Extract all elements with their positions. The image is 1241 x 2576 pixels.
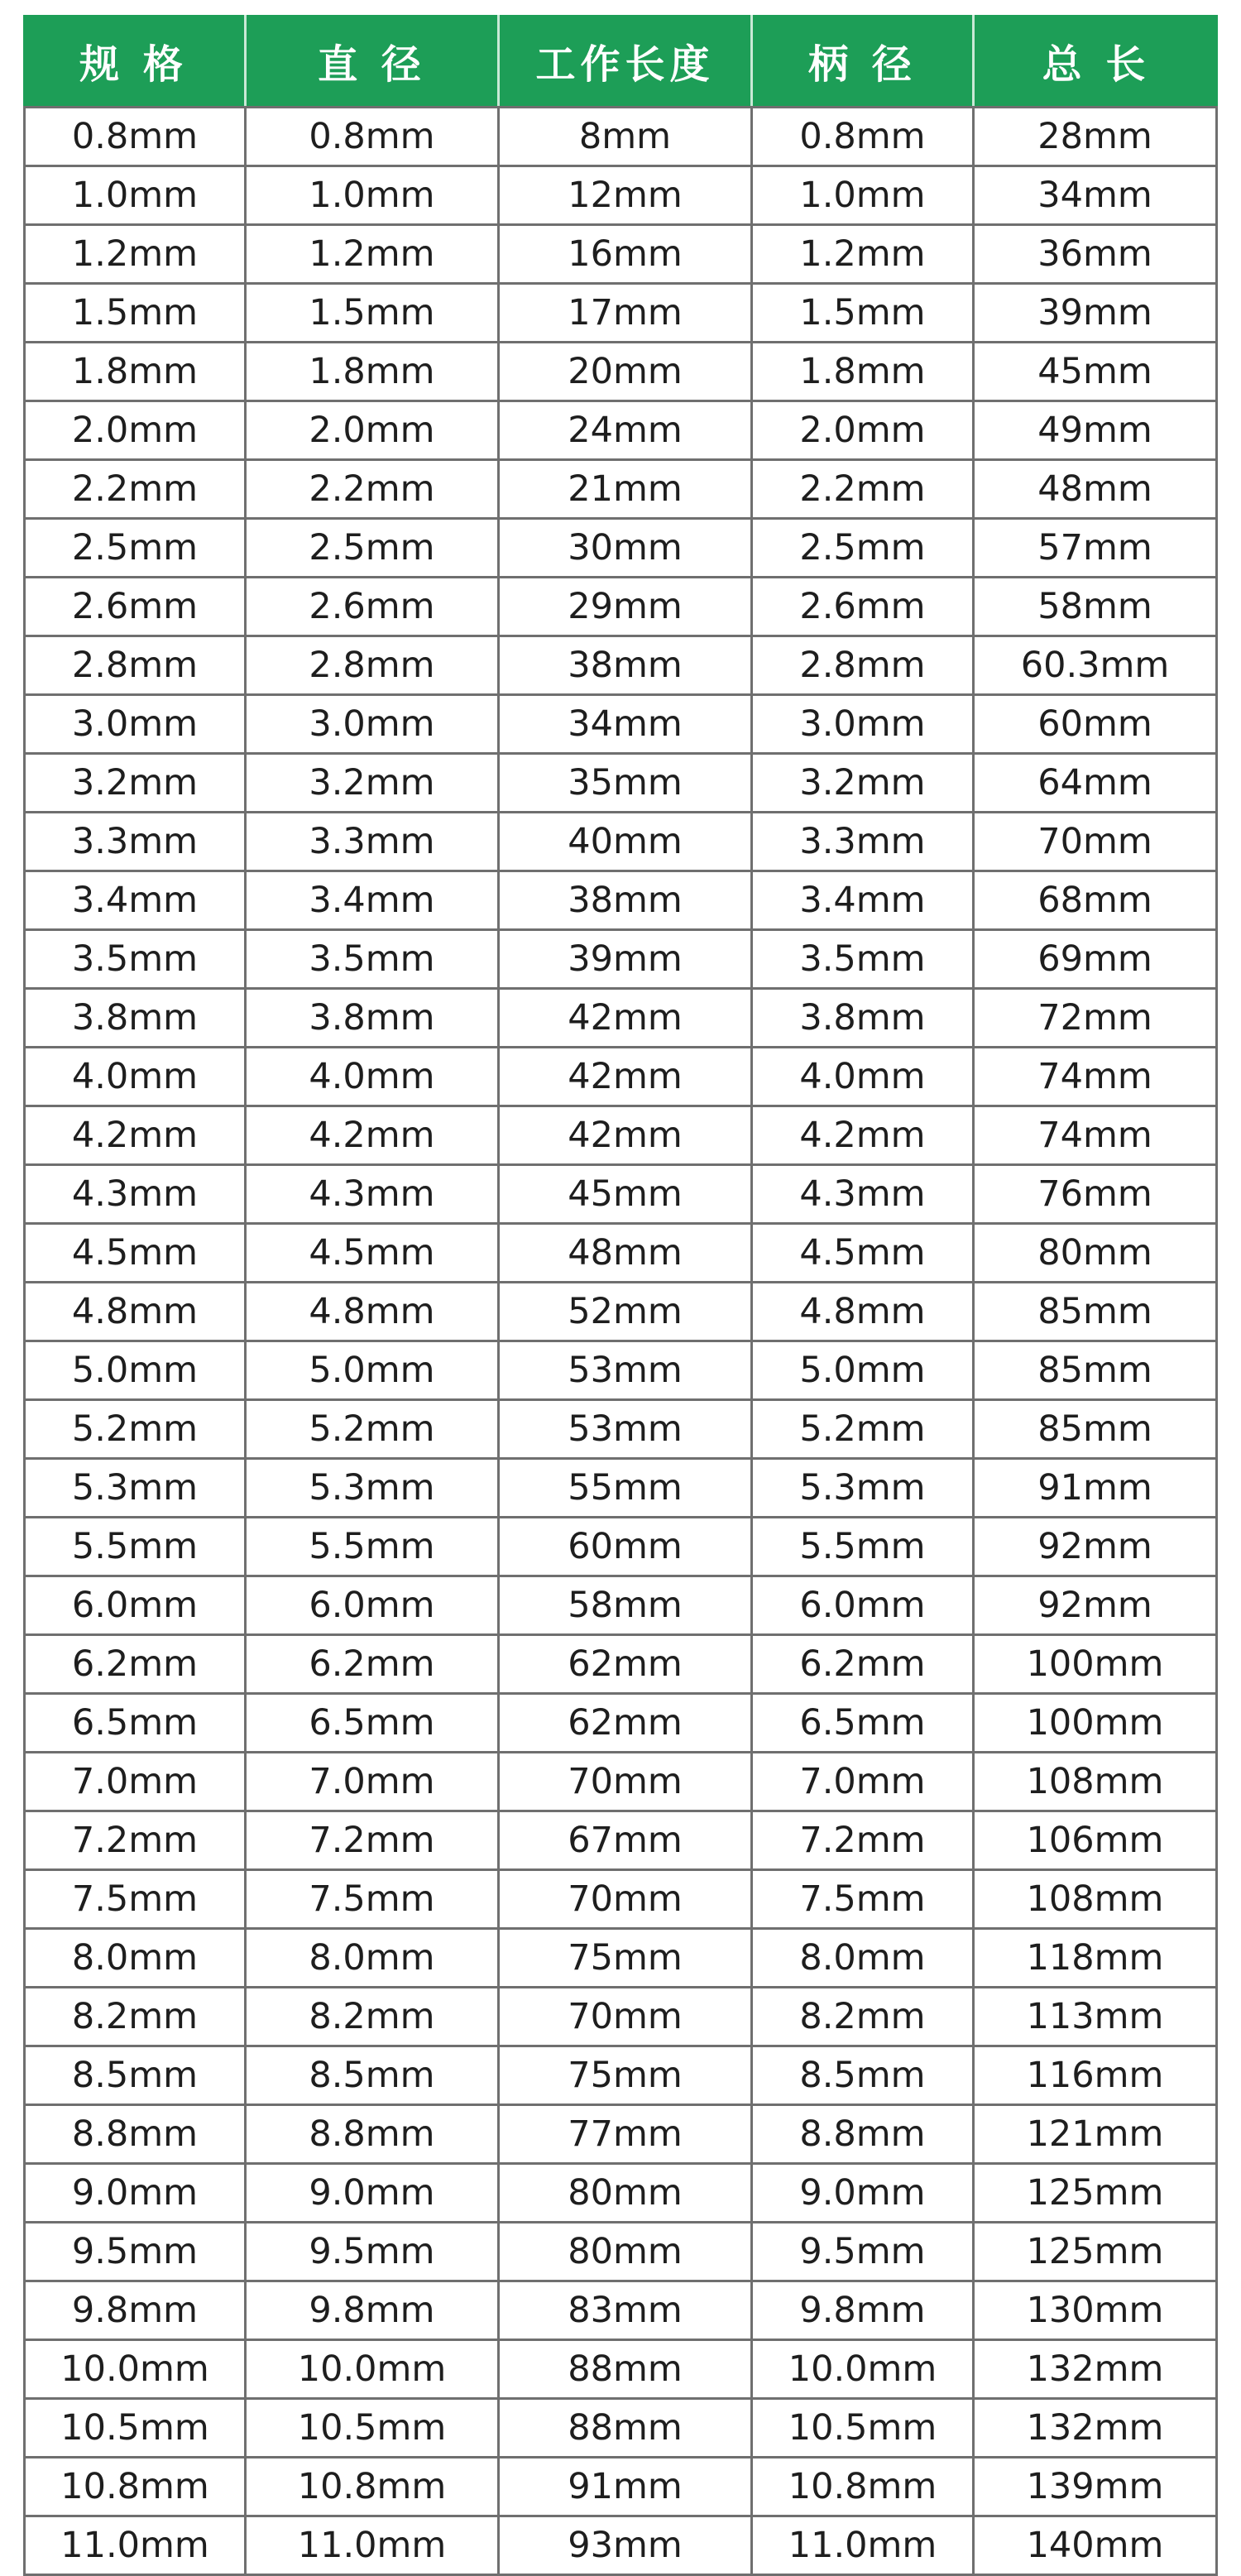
cell-total-length: 49mm — [975, 402, 1218, 461]
table-row — [23, 2223, 1218, 2282]
cell-total-length: 45mm — [975, 343, 1218, 402]
cell-shank-diameter: 2.2mm — [753, 461, 975, 520]
cell-total-length: 100mm — [975, 1636, 1218, 1695]
cell-shank-diameter: 3.8mm — [753, 990, 975, 1048]
cell-working-length: 88mm — [500, 2341, 753, 2400]
cell-spec: 5.2mm — [23, 1401, 247, 1460]
cell-working-length: 21mm — [500, 461, 753, 520]
cell-shank-diameter: 8.0mm — [753, 1930, 975, 1988]
cell-shank-diameter: 1.2mm — [753, 226, 975, 285]
cell-spec: 8.8mm — [23, 2106, 247, 2165]
table-row — [23, 1812, 1218, 1871]
cell-diameter: 3.0mm — [247, 696, 500, 755]
cell-working-length: 42mm — [500, 1048, 753, 1107]
cell-total-length: 116mm — [975, 2047, 1218, 2106]
cell-shank-diameter: 4.5mm — [753, 1225, 975, 1283]
table-row — [23, 461, 1218, 520]
cell-shank-diameter: 9.0mm — [753, 2165, 975, 2223]
cell-spec: 0.8mm — [23, 106, 247, 167]
cell-total-length: 125mm — [975, 2165, 1218, 2223]
cell-working-length: 93mm — [500, 2517, 753, 2576]
cell-shank-diameter: 2.8mm — [753, 637, 975, 696]
table-row — [23, 2165, 1218, 2223]
cell-shank-diameter: 9.8mm — [753, 2282, 975, 2341]
cell-working-length: 42mm — [500, 1107, 753, 1166]
table-row — [23, 931, 1218, 990]
cell-total-length: 68mm — [975, 872, 1218, 931]
cell-spec: 9.0mm — [23, 2165, 247, 2223]
cell-diameter: 5.2mm — [247, 1401, 500, 1460]
table-row — [23, 106, 1218, 167]
cell-shank-diameter: 3.3mm — [753, 813, 975, 872]
cell-diameter: 6.0mm — [247, 1577, 500, 1636]
cell-diameter: 4.3mm — [247, 1166, 500, 1225]
cell-working-length: 88mm — [500, 2400, 753, 2458]
cell-total-length: 69mm — [975, 931, 1218, 990]
cell-total-length: 34mm — [975, 167, 1218, 226]
cell-diameter: 4.2mm — [247, 1107, 500, 1166]
cell-diameter: 2.6mm — [247, 578, 500, 637]
table-row — [23, 813, 1218, 872]
cell-spec: 7.2mm — [23, 1812, 247, 1871]
cell-total-length: 76mm — [975, 1166, 1218, 1225]
cell-working-length: 53mm — [500, 1342, 753, 1401]
column-header-shank-diameter: 柄 径 — [753, 15, 975, 106]
cell-spec: 4.8mm — [23, 1283, 247, 1342]
table-row — [23, 1460, 1218, 1518]
cell-working-length: 16mm — [500, 226, 753, 285]
cell-diameter: 10.0mm — [247, 2341, 500, 2400]
column-header-diameter: 直 径 — [247, 15, 500, 106]
cell-shank-diameter: 8.5mm — [753, 2047, 975, 2106]
cell-working-length: 62mm — [500, 1695, 753, 1753]
cell-diameter: 6.2mm — [247, 1636, 500, 1695]
cell-working-length: 30mm — [500, 520, 753, 578]
table-row — [23, 1577, 1218, 1636]
cell-shank-diameter: 1.0mm — [753, 167, 975, 226]
table-row — [23, 2282, 1218, 2341]
cell-total-length: 60.3mm — [975, 637, 1218, 696]
column-header-total-length: 总 长 — [975, 15, 1218, 106]
cell-shank-diameter: 2.0mm — [753, 402, 975, 461]
column-header-spec: 规 格 — [23, 15, 247, 106]
cell-diameter: 0.8mm — [247, 106, 500, 167]
cell-total-length: 125mm — [975, 2223, 1218, 2282]
cell-spec: 10.5mm — [23, 2400, 247, 2458]
cell-diameter: 7.5mm — [247, 1871, 500, 1930]
table-row — [23, 167, 1218, 226]
cell-shank-diameter: 7.5mm — [753, 1871, 975, 1930]
cell-total-length: 74mm — [975, 1107, 1218, 1166]
drill-spec-table — [23, 15, 1218, 2576]
cell-working-length: 53mm — [500, 1401, 753, 1460]
cell-spec: 10.0mm — [23, 2341, 247, 2400]
cell-total-length: 64mm — [975, 755, 1218, 813]
table-row — [23, 1695, 1218, 1753]
cell-spec: 3.8mm — [23, 990, 247, 1048]
cell-total-length: 91mm — [975, 1460, 1218, 1518]
cell-working-length: 45mm — [500, 1166, 753, 1225]
cell-spec: 5.0mm — [23, 1342, 247, 1401]
cell-diameter: 8.2mm — [247, 1988, 500, 2047]
cell-diameter: 2.8mm — [247, 637, 500, 696]
cell-total-length: 130mm — [975, 2282, 1218, 2341]
table-row — [23, 578, 1218, 637]
cell-spec: 8.5mm — [23, 2047, 247, 2106]
cell-total-length: 132mm — [975, 2400, 1218, 2458]
cell-total-length: 74mm — [975, 1048, 1218, 1107]
cell-working-length: 38mm — [500, 637, 753, 696]
table-row — [23, 520, 1218, 578]
cell-diameter: 10.8mm — [247, 2458, 500, 2517]
cell-spec: 9.5mm — [23, 2223, 247, 2282]
cell-diameter: 1.2mm — [247, 226, 500, 285]
cell-total-length: 57mm — [975, 520, 1218, 578]
cell-spec: 1.5mm — [23, 285, 247, 343]
cell-working-length: 70mm — [500, 1988, 753, 2047]
table-row — [23, 402, 1218, 461]
cell-working-length: 20mm — [500, 343, 753, 402]
cell-spec: 9.8mm — [23, 2282, 247, 2341]
cell-working-length: 40mm — [500, 813, 753, 872]
cell-total-length: 132mm — [975, 2341, 1218, 2400]
cell-shank-diameter: 4.0mm — [753, 1048, 975, 1107]
cell-diameter: 1.8mm — [247, 343, 500, 402]
cell-diameter: 7.0mm — [247, 1753, 500, 1812]
cell-diameter: 10.5mm — [247, 2400, 500, 2458]
cell-spec: 8.0mm — [23, 1930, 247, 1988]
cell-total-length: 72mm — [975, 990, 1218, 1048]
cell-spec: 4.0mm — [23, 1048, 247, 1107]
cell-spec: 3.5mm — [23, 931, 247, 990]
cell-shank-diameter: 0.8mm — [753, 106, 975, 167]
cell-spec: 5.5mm — [23, 1518, 247, 1577]
cell-total-length: 58mm — [975, 578, 1218, 637]
cell-shank-diameter: 8.2mm — [753, 1988, 975, 2047]
cell-shank-diameter: 5.5mm — [753, 1518, 975, 1577]
cell-working-length: 80mm — [500, 2165, 753, 2223]
cell-total-length: 70mm — [975, 813, 1218, 872]
cell-diameter: 4.0mm — [247, 1048, 500, 1107]
cell-shank-diameter: 5.3mm — [753, 1460, 975, 1518]
table-row — [23, 2341, 1218, 2400]
cell-spec: 10.8mm — [23, 2458, 247, 2517]
table-row — [23, 2458, 1218, 2517]
cell-working-length: 80mm — [500, 2223, 753, 2282]
cell-spec: 4.2mm — [23, 1107, 247, 1166]
cell-working-length: 17mm — [500, 285, 753, 343]
cell-working-length: 38mm — [500, 872, 753, 931]
cell-total-length: 39mm — [975, 285, 1218, 343]
cell-total-length: 121mm — [975, 2106, 1218, 2165]
table-row — [23, 1753, 1218, 1812]
cell-spec: 2.6mm — [23, 578, 247, 637]
cell-diameter: 11.0mm — [247, 2517, 500, 2576]
cell-working-length: 70mm — [500, 1753, 753, 1812]
cell-diameter: 3.8mm — [247, 990, 500, 1048]
cell-shank-diameter: 6.0mm — [753, 1577, 975, 1636]
cell-shank-diameter: 3.5mm — [753, 931, 975, 990]
cell-total-length: 108mm — [975, 1753, 1218, 1812]
cell-total-length: 60mm — [975, 696, 1218, 755]
cell-diameter: 2.2mm — [247, 461, 500, 520]
table-row — [23, 1166, 1218, 1225]
cell-spec: 4.5mm — [23, 1225, 247, 1283]
cell-spec: 6.2mm — [23, 1636, 247, 1695]
cell-working-length: 48mm — [500, 1225, 753, 1283]
cell-total-length: 48mm — [975, 461, 1218, 520]
table-row — [23, 1930, 1218, 1988]
cell-total-length: 36mm — [975, 226, 1218, 285]
cell-working-length: 35mm — [500, 755, 753, 813]
cell-diameter: 8.8mm — [247, 2106, 500, 2165]
cell-spec: 2.2mm — [23, 461, 247, 520]
cell-working-length: 83mm — [500, 2282, 753, 2341]
table-row — [23, 637, 1218, 696]
table-row — [23, 872, 1218, 931]
cell-shank-diameter: 10.5mm — [753, 2400, 975, 2458]
cell-spec: 7.0mm — [23, 1753, 247, 1812]
cell-total-length: 92mm — [975, 1577, 1218, 1636]
cell-shank-diameter: 9.5mm — [753, 2223, 975, 2282]
cell-diameter: 5.5mm — [247, 1518, 500, 1577]
cell-working-length: 58mm — [500, 1577, 753, 1636]
cell-spec: 7.5mm — [23, 1871, 247, 1930]
cell-spec: 3.2mm — [23, 755, 247, 813]
cell-spec: 6.0mm — [23, 1577, 247, 1636]
cell-spec: 1.0mm — [23, 167, 247, 226]
cell-diameter: 9.0mm — [247, 2165, 500, 2223]
cell-working-length: 91mm — [500, 2458, 753, 2517]
cell-diameter: 9.5mm — [247, 2223, 500, 2282]
cell-spec: 3.4mm — [23, 872, 247, 931]
table-row — [23, 1401, 1218, 1460]
cell-shank-diameter: 7.2mm — [753, 1812, 975, 1871]
cell-shank-diameter: 2.5mm — [753, 520, 975, 578]
cell-working-length: 60mm — [500, 1518, 753, 1577]
cell-spec: 3.3mm — [23, 813, 247, 872]
cell-spec: 3.0mm — [23, 696, 247, 755]
table-row — [23, 343, 1218, 402]
table-row — [23, 1636, 1218, 1695]
cell-shank-diameter: 6.5mm — [753, 1695, 975, 1753]
cell-total-length: 100mm — [975, 1695, 1218, 1753]
cell-shank-diameter: 10.8mm — [753, 2458, 975, 2517]
cell-working-length: 75mm — [500, 2047, 753, 2106]
cell-spec: 11.0mm — [23, 2517, 247, 2576]
cell-shank-diameter: 5.2mm — [753, 1401, 975, 1460]
cell-shank-diameter: 3.4mm — [753, 872, 975, 931]
spec-table-frame — [23, 15, 1218, 2566]
table-row — [23, 1225, 1218, 1283]
cell-diameter: 3.2mm — [247, 755, 500, 813]
cell-spec: 5.3mm — [23, 1460, 247, 1518]
cell-diameter: 2.0mm — [247, 402, 500, 461]
cell-total-length: 28mm — [975, 106, 1218, 167]
cell-total-length: 118mm — [975, 1930, 1218, 1988]
table-row — [23, 2047, 1218, 2106]
cell-working-length: 39mm — [500, 931, 753, 990]
cell-working-length: 8mm — [500, 106, 753, 167]
cell-shank-diameter: 6.2mm — [753, 1636, 975, 1695]
table-row — [23, 285, 1218, 343]
table-row — [23, 1518, 1218, 1577]
cell-total-length: 113mm — [975, 1988, 1218, 2047]
table-row — [23, 990, 1218, 1048]
cell-diameter: 3.3mm — [247, 813, 500, 872]
cell-total-length: 92mm — [975, 1518, 1218, 1577]
cell-shank-diameter: 11.0mm — [753, 2517, 975, 2576]
cell-shank-diameter: 1.5mm — [753, 285, 975, 343]
table-row — [23, 2517, 1218, 2576]
table-row — [23, 1988, 1218, 2047]
cell-working-length: 62mm — [500, 1636, 753, 1695]
cell-diameter: 7.2mm — [247, 1812, 500, 1871]
cell-total-length: 85mm — [975, 1283, 1218, 1342]
cell-spec: 2.0mm — [23, 402, 247, 461]
cell-total-length: 139mm — [975, 2458, 1218, 2517]
table-row — [23, 1342, 1218, 1401]
table-row — [23, 1048, 1218, 1107]
table-row — [23, 1107, 1218, 1166]
cell-diameter: 5.0mm — [247, 1342, 500, 1401]
cell-total-length: 108mm — [975, 1871, 1218, 1930]
header-row — [23, 15, 1218, 106]
cell-working-length: 67mm — [500, 1812, 753, 1871]
cell-shank-diameter: 4.2mm — [753, 1107, 975, 1166]
cell-spec: 4.3mm — [23, 1166, 247, 1225]
cell-shank-diameter: 7.0mm — [753, 1753, 975, 1812]
cell-total-length: 106mm — [975, 1812, 1218, 1871]
table-row — [23, 1283, 1218, 1342]
cell-shank-diameter: 1.8mm — [753, 343, 975, 402]
cell-working-length: 75mm — [500, 1930, 753, 1988]
cell-diameter: 8.0mm — [247, 1930, 500, 1988]
cell-diameter: 8.5mm — [247, 2047, 500, 2106]
cell-diameter: 5.3mm — [247, 1460, 500, 1518]
column-header-working-length: 工作长度 — [500, 15, 753, 106]
cell-total-length: 140mm — [975, 2517, 1218, 2576]
cell-total-length: 80mm — [975, 1225, 1218, 1283]
table-row — [23, 2400, 1218, 2458]
table-row — [23, 226, 1218, 285]
cell-working-length: 12mm — [500, 167, 753, 226]
cell-spec: 6.5mm — [23, 1695, 247, 1753]
cell-spec: 2.5mm — [23, 520, 247, 578]
table-row — [23, 755, 1218, 813]
cell-working-length: 34mm — [500, 696, 753, 755]
cell-spec: 1.8mm — [23, 343, 247, 402]
cell-diameter: 9.8mm — [247, 2282, 500, 2341]
cell-shank-diameter: 8.8mm — [753, 2106, 975, 2165]
cell-shank-diameter: 2.6mm — [753, 578, 975, 637]
cell-diameter: 1.0mm — [247, 167, 500, 226]
cell-spec: 8.2mm — [23, 1988, 247, 2047]
table-row — [23, 696, 1218, 755]
cell-shank-diameter: 5.0mm — [753, 1342, 975, 1401]
cell-working-length: 29mm — [500, 578, 753, 637]
cell-working-length: 77mm — [500, 2106, 753, 2165]
cell-diameter: 3.4mm — [247, 872, 500, 931]
cell-shank-diameter: 4.3mm — [753, 1166, 975, 1225]
cell-shank-diameter: 3.0mm — [753, 696, 975, 755]
table-row — [23, 1871, 1218, 1930]
cell-diameter: 6.5mm — [247, 1695, 500, 1753]
cell-diameter: 3.5mm — [247, 931, 500, 990]
table-row — [23, 2106, 1218, 2165]
cell-diameter: 1.5mm — [247, 285, 500, 343]
table-header — [23, 15, 1218, 106]
cell-spec: 2.8mm — [23, 637, 247, 696]
cell-total-length: 85mm — [975, 1401, 1218, 1460]
cell-working-length: 24mm — [500, 402, 753, 461]
cell-spec: 1.2mm — [23, 226, 247, 285]
cell-diameter: 4.5mm — [247, 1225, 500, 1283]
cell-working-length: 52mm — [500, 1283, 753, 1342]
cell-working-length: 70mm — [500, 1871, 753, 1930]
cell-working-length: 55mm — [500, 1460, 753, 1518]
cell-shank-diameter: 10.0mm — [753, 2341, 975, 2400]
cell-shank-diameter: 3.2mm — [753, 755, 975, 813]
cell-diameter: 2.5mm — [247, 520, 500, 578]
cell-total-length: 85mm — [975, 1342, 1218, 1401]
cell-shank-diameter: 4.8mm — [753, 1283, 975, 1342]
cell-diameter: 4.8mm — [247, 1283, 500, 1342]
table-body — [23, 106, 1218, 2576]
cell-working-length: 42mm — [500, 990, 753, 1048]
